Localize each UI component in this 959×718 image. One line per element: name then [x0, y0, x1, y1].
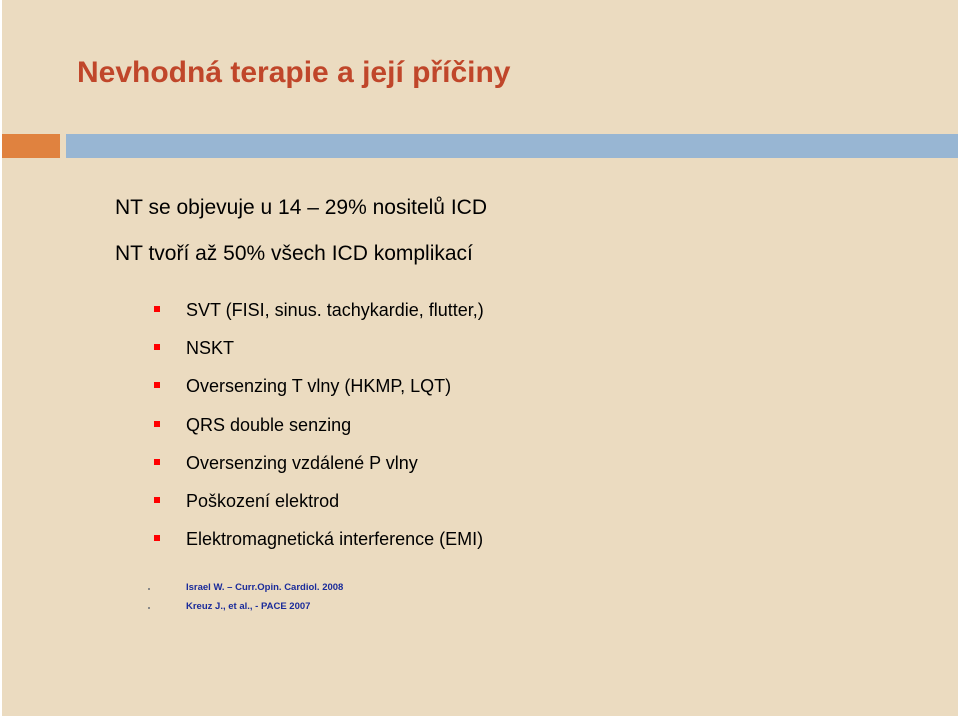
statement-1: NT se objevuje u 14 – 29% nositelů ICD — [115, 196, 487, 219]
reference-text: Kreuz J., et al., - PACE 2007 — [186, 601, 311, 612]
accent-bar-orange — [2, 134, 60, 158]
slide-title: Nevhodná terapie a její příčiny — [77, 56, 511, 89]
list-item-text: SVT (FISI, sinus. tachykardie, flutter,) — [186, 300, 484, 320]
square-bullet-icon — [154, 344, 160, 350]
slide — [2, 0, 958, 716]
accent-bar-blue — [66, 134, 958, 158]
dot-bullet-icon — [148, 588, 150, 590]
list-item-text: Elektromagnetická interference (EMI) — [186, 529, 484, 550]
square-bullet-icon — [154, 459, 160, 465]
square-bullet-icon — [154, 306, 160, 312]
square-bullet-icon — [154, 497, 160, 503]
list-item-text: NSKT — [186, 338, 235, 359]
list-item-text: Oversenzing T vlny (HKMP, LQT) — [186, 376, 452, 397]
square-bullet-icon — [154, 382, 160, 388]
reference-text: Israel W. – Curr.Opin. Cardiol. 2008 — [186, 582, 344, 593]
list-item-text: Oversenzing vzdálené P vlny — [186, 452, 418, 473]
list-item-text: QRS double senzing — [186, 414, 352, 435]
list-item-text: Poškození elektrod — [186, 490, 340, 511]
square-bullet-icon — [154, 535, 160, 541]
statement-2: NT tvoří až 50% všech ICD komplikací — [115, 242, 473, 265]
square-bullet-icon — [154, 421, 160, 427]
header-band — [2, 0, 958, 130]
dot-bullet-icon — [148, 607, 150, 609]
